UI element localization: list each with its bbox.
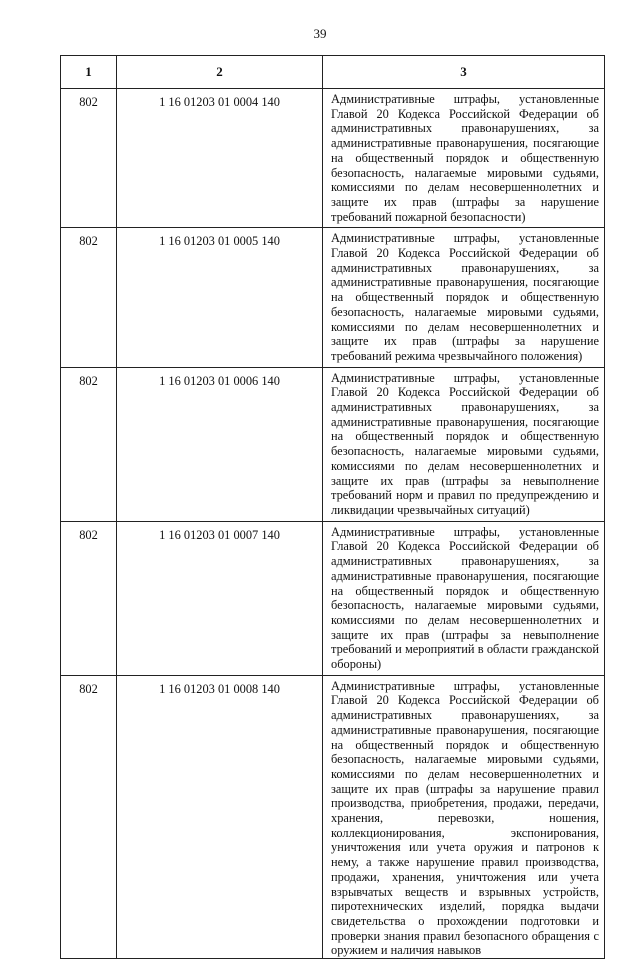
- admin-code-cell: 802: [61, 367, 117, 521]
- description-cell: Административные штрафы, установленные Главой 20 Кодекса Российской Федерации об административных правонарушениях, за административные правонарушения, посягающие на общественный порядок и общественную безопасность, налагаемые мировыми судьями, комиссиями по делам несовершеннолетних и защите их прав (штрафы за невыполнение требований и мероприятий в области гражданской обороны): [323, 521, 605, 675]
- column-header-1: 1: [61, 56, 117, 89]
- page-number: 39: [313, 26, 327, 41]
- budget-code-cell: 1 16 01203 01 0005 140: [117, 228, 323, 367]
- table-row: [61, 675, 605, 958]
- budget-code-cell: 1 16 01203 01 0007 140: [117, 521, 323, 675]
- budget-code-cell: 1 16 01203 01 0006 140: [117, 367, 323, 521]
- admin-code-cell: 802: [61, 521, 117, 675]
- admin-code-cell: 802: [61, 89, 117, 228]
- budget-code-cell: 1 16 01203 01 0004 140: [117, 89, 323, 228]
- budget-codes-table: [60, 55, 605, 959]
- budget-code-cell: 1 16 01203 01 0008 140: [117, 675, 323, 958]
- column-header-3: 3: [323, 56, 605, 89]
- description-cell: Административные штрафы, установленные Главой 20 Кодекса Российской Федерации об административных правонарушениях, за административные правонарушения, посягающие на общественный порядок и общественную безопасность, налагаемые мировыми судьями, комиссиями по делам несовершеннолетних и защите их прав (штрафы за невыполнение требований норм и правил по предупреждению и ликвидации чрезвычайных ситуаций): [323, 367, 605, 521]
- table-row: [61, 228, 605, 367]
- admin-code-cell: 802: [61, 675, 117, 958]
- column-header-2: 2: [117, 56, 323, 89]
- table-row: [61, 89, 605, 228]
- description-cell: Административные штрафы, установленные Главой 20 Кодекса Российской Федерации об административных правонарушениях, за административные правонарушения, посягающие на общественный порядок и общественную безопасность, налагаемые мировыми судьями, комиссиями по делам несовершеннолетних и защите их прав (штрафы за нарушение правил производства, приобретения, продажи, передачи, хранения, перевозки, ношения, коллекционирования, экспонирования, уничтожения или учета оружия и патронов к нему, а также нарушение правил производства, продажи, хранения, уничтожения или учета взрывчатых веществ и взрывных устройств, пиротехнических изделий, порядка выдачи свидетельства о прохождении подготовки и проверки знания правил безопасного обращения с оружием и наличия навыков: [323, 675, 605, 958]
- table-header-row: [61, 56, 605, 89]
- description-cell: Административные штрафы, установленные Главой 20 Кодекса Российской Федерации об административных правонарушениях, за административные правонарушения, посягающие на общественный порядок и общественную безопасность, налагаемые мировыми судьями, комиссиями по делам несовершеннолетних и защите их прав (штрафы за нарушение требований пожарной безопасности): [323, 89, 605, 228]
- table-row: [61, 367, 605, 521]
- description-cell: Административные штрафы, установленные Главой 20 Кодекса Российской Федерации об административных правонарушениях, за административные правонарушения, посягающие на общественный порядок и общественную безопасность, налагаемые мировыми судьями, комиссиями по делам несовершеннолетних и защите их прав (штрафы за нарушение требований режима чрезвычайного положения): [323, 228, 605, 367]
- table-row: [61, 521, 605, 675]
- admin-code-cell: 802: [61, 228, 117, 367]
